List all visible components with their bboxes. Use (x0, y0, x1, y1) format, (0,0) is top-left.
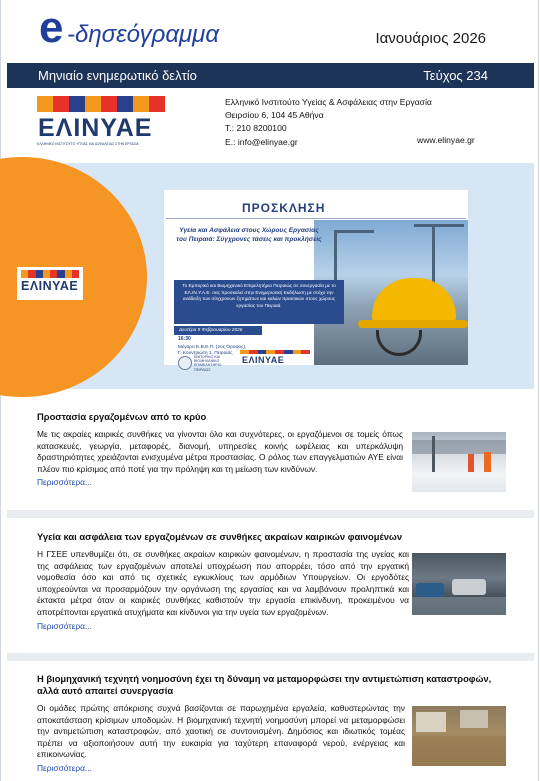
invitation-time: 16:30 (178, 336, 191, 342)
newsletter-logo-text: -δησεόγραμμα (67, 21, 220, 48)
logo-band-stripe (65, 270, 72, 278)
article-3-image[interactable] (412, 706, 506, 766)
tree-line-shape (412, 440, 506, 454)
invitation-poster[interactable] (164, 190, 468, 372)
event-banner (7, 163, 534, 389)
section-separator (7, 510, 534, 518)
flood-water-shape (412, 736, 506, 766)
logo-band-stripe (37, 96, 53, 112)
article-2-image[interactable] (412, 553, 506, 615)
invitation-text: Το Εμπορικό και Βιομηχανικό Επιμελητήριο Πειραιώς σε συνεργασία με το ΕΛ.ΙΝ.Υ.Α.Ε. σας προσκαλεί στην Ενημερωτική Εκδήλωση με στόχο την ανάδειξη των σύγχρονων ζητημάτων και καλών πρακτικών στους χώρους εργασίας του Πειραιά. (174, 280, 344, 324)
logo-band-stripe (85, 96, 101, 112)
logo-band-stripe (69, 96, 85, 112)
house-shape (416, 712, 446, 732)
worker-figure-icon (468, 454, 474, 472)
pole-shape (432, 436, 435, 472)
logo-band-stripe (258, 350, 267, 354)
badge-color-bands (21, 270, 79, 278)
logo-band-stripe (53, 96, 69, 112)
invitation-subtitle: Υγεία και Ασφάλεια στους Χώρους Εργασίας του Πειραιά: Σύγχρονες τάσεις και προκλήσεις (176, 227, 322, 243)
logo-band-stripe (284, 350, 293, 354)
invitation-title: ΠΡΟΣΚΛΗΣΗ (242, 201, 326, 215)
crane-arm-shape (414, 224, 464, 227)
section-separator (7, 653, 534, 661)
elinyae-logo[interactable] (37, 96, 165, 148)
logo-band-stripe (293, 350, 302, 354)
institute-website-link[interactable]: www.elinyae.gr (417, 135, 475, 145)
badge-word: ΕΛΙΝΥΑΕ (21, 279, 79, 293)
institute-name: Ελληνικό Ινστιτούτο Υγείας & Ασφάλειας στην Εργασία (225, 97, 432, 107)
issue-number: Τεύχος 234 (423, 68, 488, 83)
flood-water-shape (412, 597, 506, 615)
worker-figure-icon (484, 452, 491, 472)
article-body: Οι ομάδες πρώτης απόκρισης συχνά βασίζονται σε παρωχημένα εργαλεία, καθυστερώντας την αποκατάσταση κρίσιμων υποδομών. Η βιομηχανική τεχνητή νοημοσύνη μπορεί να μεταμορφώσει την αντιμετώπιση καταστροφών, από χαοτική σε συντονισμένη. Δημόσιος και ιδιωτικός τομέας πρέπει να αξιοποιήσουν αυτή την ευκαιρία για ταχύτερη επαναφορά νερού, ενέργειας και επικοινωνίας. (37, 703, 405, 760)
logo-band-stripe (36, 270, 43, 278)
hard-hat-icon (372, 278, 456, 324)
logo-band-stripe (149, 96, 165, 112)
institute-contact (225, 96, 432, 149)
institute-email[interactable]: Ε.: info@elinyae.gr (225, 136, 298, 147)
logo-band-stripe (57, 270, 64, 278)
newsletter-logo-e: e (39, 3, 64, 52)
institute-address: Θειρσίου 6, 104 45 Αθήνα (225, 110, 324, 121)
venue-line-1: Μέγαρο Ε.Β.Ε.Π. (2ος Όροφος), (178, 345, 247, 350)
logo-band-stripe (101, 96, 117, 112)
logo-band-stripe (28, 270, 35, 278)
logo-band-stripe (72, 270, 79, 278)
header-bar (7, 63, 534, 88)
logo-band-stripe (21, 270, 28, 278)
invitation-date: Δευτέρα 9 Φεβρουαρίου 2026 (174, 326, 262, 335)
newsletter-subtitle: Μηνιαίο ενημερωτικό δελτίο (38, 68, 197, 83)
chamber-seal-icon (178, 356, 192, 370)
banner-elinyae-badge (17, 267, 83, 300)
logo-band-stripe (117, 96, 133, 112)
venue-line-2: Γ. Κουντριώτη 1, Πειραιάς (178, 351, 233, 356)
article-title[interactable]: Υγεία και ασφάλεια των εργαζομένων σε συνθήκες ακραίων καιρικών φαινομένων (37, 531, 403, 542)
logo-word: ΕΛΙΝΥΑΕ (38, 114, 153, 142)
article-body: Η ΓΣΕΕ υπενθυμίζει ότι, σε συνθήκες ακραίων καιρικών φαινομένων, η προστασία της υγείας και της ασφάλειας των εργαζομένων αποτελεί υποχρέωση που απορρέει, τόσο από την εργατική νομοθεσία όσο και από τις σχετικές εγκυκλίους των αρμόδιων Υπουργείων. Οι εργοδότες υποχρεούνται να προσαρμόζουν την οργάνωση της εργασίας και να λαμβάνουν προληπτικά και έκτακτα μέτρα όταν οι καιρικές συνθήκες καθιστούν την εργασία επικίνδυνη, προκειμένου να αποτρέπονται εργατικά ατυχήματα και κίνδυνοι για την υγεία των εργαζομένων. (37, 549, 409, 617)
logo-tagline: ΕΛΛΗΝΙΚΟ ΙΝΣΤΙΤΟΥΤΟ ΥΓΕΙΑΣ ΚΑΙ ΑΣΦΑΛΕΙΑΣ ΣΤΗΝ ΕΡΓΑΣΙΑ (37, 142, 139, 146)
invite-logo-bands (240, 350, 310, 354)
institute-phone: Τ.: 210 8200100 (225, 123, 287, 134)
article-more-link[interactable]: Περισσότερα... (37, 762, 92, 773)
article-1-image[interactable] (412, 432, 506, 492)
masthead (1, 0, 540, 60)
logo-band-stripe (133, 96, 149, 112)
car-shape (416, 583, 444, 597)
hard-hat-brim (358, 320, 468, 328)
logo-band-stripe (249, 350, 258, 354)
article-title[interactable]: Προστασία εργαζομένων από το κρύο (37, 411, 207, 422)
issue-date: Ιανουάριος 2026 (375, 30, 486, 47)
article-more-link[interactable]: Περισσότερα... (37, 620, 92, 631)
crane-arm-shape (334, 230, 374, 233)
logo-band-stripe (301, 350, 310, 354)
invite-logo-word: ΕΛΙΝΥΑΕ (242, 355, 285, 365)
logo-band-stripe (266, 350, 275, 354)
article-title[interactable]: Η βιομηχανική τεχνητή νοημοσύνη έχει τη δύναμη να μεταμορφώσει την αντιμετώπιση καταστροφών, αλλά αυτό απαιτεί συνεργασία (37, 673, 492, 696)
stethoscope-icon (376, 330, 422, 356)
invite-elinyae-logo (240, 350, 310, 365)
chamber-name: ΕΜΠΟΡΙΚΟ ΚΑΙ ΒΙΟΜΗΧΑΝΙΚΟ ΕΠΙΜΕΛΗΤΗΡΙΟ ΠΕΙΡΑΙΩΣ (194, 355, 222, 372)
article-body: Με τις ακραίες καιρικές συνθήκες να γίνονται όλο και συχνότερες, οι εργαζόμενοι σε τομείς όπως κατασκευές, γεωργία, μεταφορές, διανομή, υπηρεσίες κοινής ωφέλειας και υπερκάλυψη δραστηριότητες χρειάζονται ενισχυμένα μέτρα προστασίας. Ο ρόλος των επαγγελματιών ΑΥΕ είναι πλέον πιο κρίσιμος από ποτέ για την πρόληψη και τη μείωση των κινδύνων. (37, 429, 403, 474)
logo-band-stripe (240, 350, 249, 354)
logo-band-stripe (43, 270, 50, 278)
car-shape (452, 579, 486, 595)
house-shape (460, 710, 488, 728)
logo-band-stripe (50, 270, 57, 278)
logo-band-stripe (275, 350, 284, 354)
article-more-link[interactable]: Περισσότερα... (37, 477, 92, 488)
logo-color-bands (37, 96, 165, 112)
title-divider (166, 218, 466, 219)
